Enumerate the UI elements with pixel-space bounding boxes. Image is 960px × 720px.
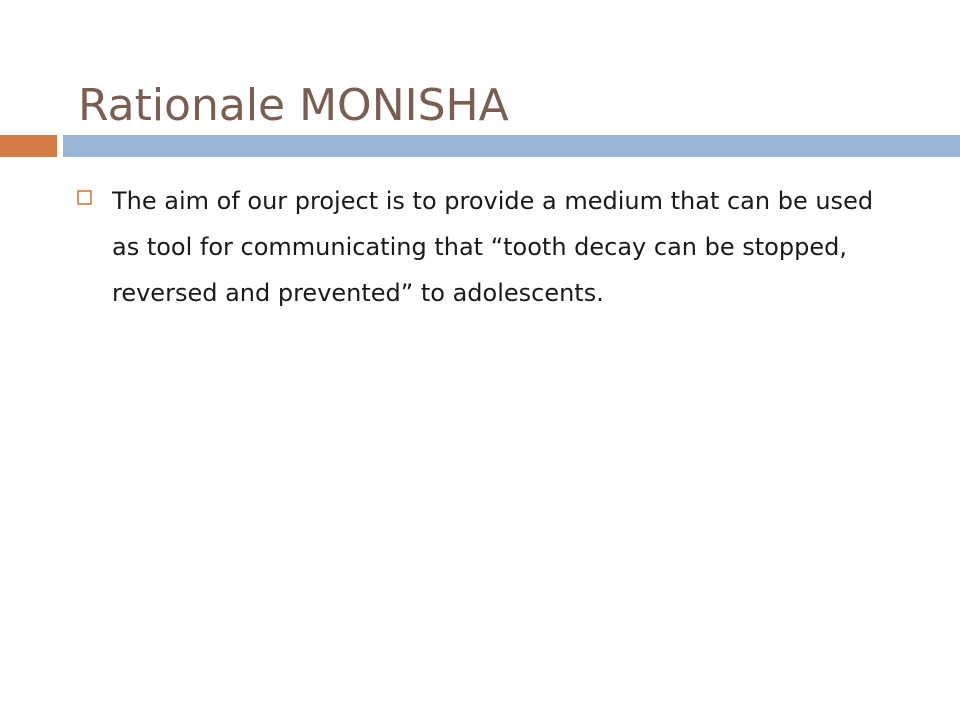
- accent-bar-blue: [63, 135, 960, 157]
- accent-bar-orange: [0, 135, 57, 157]
- square-bullet-icon: [77, 190, 93, 206]
- slide-title: Rationale MONISHA: [78, 80, 509, 132]
- bullet-text: The aim of our project is to provide a medium that can be used as tool for communicating that “tooth decay can be stopped, reversed and prevented” to adolescents.: [112, 187, 874, 307]
